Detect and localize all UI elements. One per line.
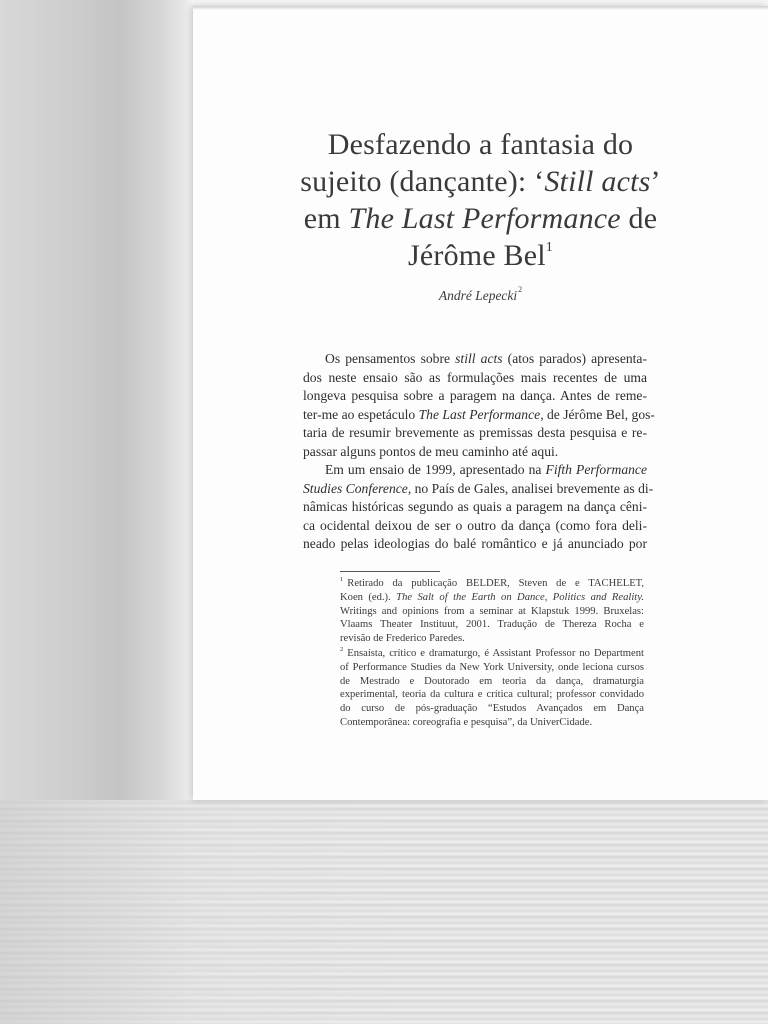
text-run: dos neste ensaio são as formulações mais recentes de uma [303, 369, 647, 385]
text-line [303, 387, 647, 406]
footnote-separator [340, 571, 440, 572]
text-run: Os pensamentos sobre [325, 351, 456, 366]
text-line [303, 369, 647, 388]
text-run: taria de resumir brevemente as premissas desta pesquisa e re- [303, 425, 647, 440]
title-line-3 [193, 200, 768, 237]
text-run: (atos parados) apresenta- [502, 351, 647, 366]
text-run-italic: still acts [455, 351, 503, 366]
footnote-line [340, 618, 644, 632]
title-line-4 [193, 237, 768, 274]
footnote-line [340, 702, 644, 716]
footnote-mark: 2 [340, 645, 344, 653]
text-run: ter-me ao espetáculo [303, 406, 419, 422]
text-run: Koen (ed.). [340, 591, 397, 603]
text-run: experimental, teoria da cultura e crítica cultural; professor convidado [340, 689, 644, 701]
body-text [303, 350, 655, 554]
text-run: Writings and opinions from a seminar at Klapstuk 1999. Bruxelas: [340, 605, 644, 617]
title-line-2 [193, 163, 768, 200]
text-line [303, 424, 647, 443]
text-run: Vlaams Theater Instituut, 2001. Tradução de Thereza Rocha e [340, 619, 644, 631]
text-line [303, 498, 647, 517]
text-line [303, 535, 647, 554]
footnote-line [340, 591, 644, 605]
text-run: Retirado da publicação BELDER, Steven de e TACHELET, [347, 578, 644, 589]
footnote-line [340, 647, 644, 661]
text-run-italic: The Last Performance [418, 406, 541, 422]
article-title [193, 126, 768, 274]
author-name: André Lepecki [438, 288, 518, 303]
page-top-shadow [193, 6, 768, 10]
paragraph-1 [303, 350, 655, 461]
text-run: passar alguns pontos de meu caminho até aqui. [303, 443, 559, 459]
footnote-mark: 1 [340, 576, 344, 583]
text-line [303, 517, 647, 536]
footnote-line [340, 605, 644, 619]
title-line-3-italic: The Last Performance [348, 202, 621, 236]
footnote-1 [340, 577, 644, 646]
footnote-line [340, 688, 644, 702]
text-line [303, 443, 647, 462]
footnote-line [340, 661, 644, 675]
title-line-2-italic: Still acts [544, 165, 651, 199]
title-line-3-end: de [620, 202, 658, 236]
title-line-2-quote: ’ [650, 165, 661, 199]
scanner-bottom-shade [0, 800, 768, 1024]
title-line-2-text: sujeito (dançante): ‘ [300, 165, 545, 199]
text-run-italic: Fifth Performance [545, 462, 647, 477]
text-run-italic: The Salt of the Earth on Dance, Politics and Reality. [396, 591, 644, 603]
footnote-line [340, 632, 644, 646]
text-run: do curso de pós-graduação “Estudos Avançados em Dança [340, 703, 644, 715]
text-run: Em um ensaio de 1999, apresentado na [325, 462, 546, 477]
author-footnote-mark: 2 [518, 285, 523, 294]
title-line-4-text: Jérôme Bel [408, 239, 546, 273]
title-line-1: Desfazendo a fantasia do [327, 128, 634, 162]
text-run: , de Jérôme Bel, gos- [540, 406, 655, 422]
text-run: longeva pesquisa sobre a paragem na dança. Antes de reme- [303, 388, 647, 403]
author-byline [193, 285, 768, 304]
text-run: Ensaísta, crítico e dramaturgo, é Assistant Professor no Department [347, 647, 644, 659]
footnote-line [340, 577, 644, 591]
text-run: de Mestrado e Doutorado em teoria da dança, dramaturgia [340, 675, 644, 687]
text-run: revisão de Frederico Paredes. [340, 633, 465, 645]
text-line [303, 406, 655, 425]
text-run: of Performance Studies da New York University, onde leciona cursos [340, 661, 644, 673]
text-line [303, 480, 654, 499]
text-run: ca ocidental deixou de ser o outro da dança (como fora deli- [303, 517, 647, 533]
text-run: nâmicas históricas segundo as quais a paragem na dança cêni- [303, 499, 647, 514]
title-footnote-mark: 1 [545, 240, 553, 256]
paragraph-2 [303, 461, 654, 554]
text-run-italic: Studies Conference [303, 480, 408, 496]
text-run: , no País de Gales, analisei brevemente as di- [407, 480, 654, 496]
title-line-3-text: em [303, 202, 349, 236]
footnotes [340, 577, 644, 730]
text-line [303, 461, 647, 480]
footnote-line [340, 716, 644, 730]
text-line [303, 350, 647, 369]
footnote-line [340, 675, 644, 689]
book-page [193, 6, 768, 800]
footnote-2 [340, 647, 644, 730]
text-run: neado pelas ideologias do balé romântico e já anunciado por [303, 536, 647, 551]
text-run: Contemporânea: coreografia e pesquisa”, da UniverCidade. [340, 716, 593, 728]
